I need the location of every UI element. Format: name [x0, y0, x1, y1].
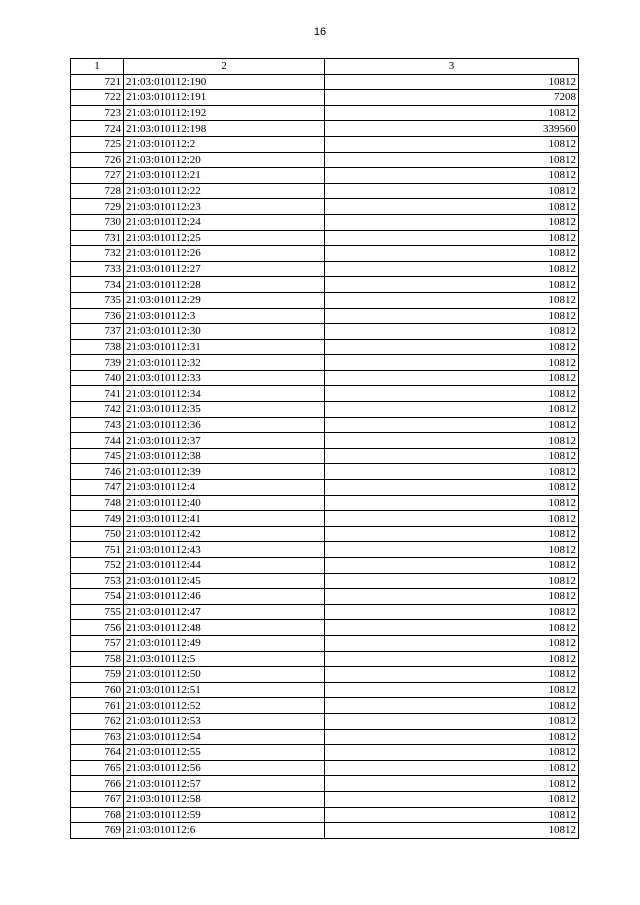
table-row — [71, 807, 579, 823]
row-number: 741 — [71, 386, 124, 402]
row-number: 731 — [71, 230, 124, 246]
cadastral-number: 21:03:010112:6 — [124, 823, 325, 839]
table-row — [71, 448, 579, 464]
row-value: 10812 — [325, 183, 579, 199]
cadastral-number: 21:03:010112:41 — [124, 511, 325, 527]
table-row — [71, 370, 579, 386]
cadastral-number: 21:03:010112:58 — [124, 791, 325, 807]
table-row — [71, 168, 579, 184]
row-number: 742 — [71, 402, 124, 418]
table-row — [71, 667, 579, 683]
table-row — [71, 464, 579, 480]
cadastral-number: 21:03:010112:26 — [124, 246, 325, 262]
row-value: 10812 — [325, 324, 579, 340]
cadastral-number: 21:03:010112:36 — [124, 417, 325, 433]
row-value: 10812 — [325, 698, 579, 714]
cadastral-number: 21:03:010112:31 — [124, 339, 325, 355]
cadastral-number: 21:03:010112:53 — [124, 713, 325, 729]
row-number: 769 — [71, 823, 124, 839]
row-value: 10812 — [325, 745, 579, 761]
row-number: 755 — [71, 604, 124, 620]
row-value: 10812 — [325, 620, 579, 636]
cadastral-number: 21:03:010112:198 — [124, 121, 325, 137]
table-row — [71, 745, 579, 761]
row-value: 10812 — [325, 526, 579, 542]
row-value: 10812 — [325, 136, 579, 152]
table-row — [71, 729, 579, 745]
cadastral-number: 21:03:010112:190 — [124, 74, 325, 90]
row-value: 10812 — [325, 246, 579, 262]
table-row — [71, 760, 579, 776]
cadastral-number: 21:03:010112:55 — [124, 745, 325, 761]
row-value: 10812 — [325, 433, 579, 449]
row-number: 746 — [71, 464, 124, 480]
table-row — [71, 682, 579, 698]
row-number: 738 — [71, 339, 124, 355]
table-row — [71, 105, 579, 121]
row-value: 10812 — [325, 214, 579, 230]
row-number: 766 — [71, 776, 124, 792]
row-number: 737 — [71, 324, 124, 340]
row-value: 10812 — [325, 448, 579, 464]
row-value: 10812 — [325, 791, 579, 807]
cadastral-number: 21:03:010112:29 — [124, 292, 325, 308]
cadastral-number: 21:03:010112:21 — [124, 168, 325, 184]
cadastral-number: 21:03:010112:34 — [124, 386, 325, 402]
row-value: 10812 — [325, 199, 579, 215]
row-value: 10812 — [325, 807, 579, 823]
cadastral-number: 21:03:010112:35 — [124, 402, 325, 418]
table-row — [71, 495, 579, 511]
cadastral-number: 21:03:010112:22 — [124, 183, 325, 199]
table-row — [71, 355, 579, 371]
table-row — [71, 791, 579, 807]
row-value: 10812 — [325, 589, 579, 605]
table-row — [71, 698, 579, 714]
cadastral-number: 21:03:010112:192 — [124, 105, 325, 121]
row-value: 10812 — [325, 635, 579, 651]
cadastral-number: 21:03:010112:50 — [124, 667, 325, 683]
column-header-2: 2 — [124, 59, 325, 75]
row-number: 758 — [71, 651, 124, 667]
table-row — [71, 199, 579, 215]
row-value: 339560 — [325, 121, 579, 137]
row-number: 740 — [71, 370, 124, 386]
table-row — [71, 324, 579, 340]
table-row — [71, 651, 579, 667]
cadastral-number: 21:03:010112:27 — [124, 261, 325, 277]
table-row — [71, 823, 579, 839]
row-value: 10812 — [325, 74, 579, 90]
row-value: 10812 — [325, 776, 579, 792]
table-row — [71, 74, 579, 90]
cadastral-number: 21:03:010112:32 — [124, 355, 325, 371]
row-value: 10812 — [325, 713, 579, 729]
table-row — [71, 511, 579, 527]
cadastral-number: 21:03:010112:48 — [124, 620, 325, 636]
row-number: 751 — [71, 542, 124, 558]
row-value: 10812 — [325, 152, 579, 168]
cadastral-number: 21:03:010112:47 — [124, 604, 325, 620]
row-number: 734 — [71, 277, 124, 293]
row-number: 750 — [71, 526, 124, 542]
row-number: 739 — [71, 355, 124, 371]
cadastral-number: 21:03:010112:191 — [124, 90, 325, 106]
row-value: 10812 — [325, 230, 579, 246]
table-row — [71, 604, 579, 620]
row-value: 10812 — [325, 168, 579, 184]
table-row — [71, 90, 579, 106]
row-number: 726 — [71, 152, 124, 168]
cadastral-number: 21:03:010112:33 — [124, 370, 325, 386]
table-row — [71, 292, 579, 308]
cadastral-number: 21:03:010112:30 — [124, 324, 325, 340]
row-value: 10812 — [325, 651, 579, 667]
row-number: 743 — [71, 417, 124, 433]
row-number: 744 — [71, 433, 124, 449]
table-row — [71, 277, 579, 293]
row-number: 759 — [71, 667, 124, 683]
row-value: 10812 — [325, 308, 579, 324]
row-number: 754 — [71, 589, 124, 605]
table-row — [71, 402, 579, 418]
row-number: 724 — [71, 121, 124, 137]
row-number: 753 — [71, 573, 124, 589]
cadastral-number: 21:03:010112:5 — [124, 651, 325, 667]
table-row — [71, 635, 579, 651]
row-number: 733 — [71, 261, 124, 277]
table-row — [71, 480, 579, 496]
row-number: 752 — [71, 558, 124, 574]
row-value: 10812 — [325, 355, 579, 371]
column-header-1: 1 — [71, 59, 124, 75]
cadastral-number: 21:03:010112:38 — [124, 448, 325, 464]
row-number: 723 — [71, 105, 124, 121]
row-value: 10812 — [325, 292, 579, 308]
row-number: 725 — [71, 136, 124, 152]
column-header-3: 3 — [325, 59, 579, 75]
row-value: 10812 — [325, 573, 579, 589]
row-value: 10812 — [325, 604, 579, 620]
row-value: 10812 — [325, 823, 579, 839]
row-number: 749 — [71, 511, 124, 527]
data-table — [70, 58, 579, 839]
row-value: 10812 — [325, 495, 579, 511]
row-value: 10812 — [325, 760, 579, 776]
row-value: 10812 — [325, 370, 579, 386]
row-value: 10812 — [325, 464, 579, 480]
row-number: 722 — [71, 90, 124, 106]
row-value: 10812 — [325, 105, 579, 121]
row-value: 7208 — [325, 90, 579, 106]
cadastral-number: 21:03:010112:23 — [124, 199, 325, 215]
cadastral-number: 21:03:010112:3 — [124, 308, 325, 324]
table-body — [71, 74, 579, 838]
table-row — [71, 776, 579, 792]
row-value: 10812 — [325, 277, 579, 293]
table-row — [71, 573, 579, 589]
row-number: 729 — [71, 199, 124, 215]
cadastral-number: 21:03:010112:57 — [124, 776, 325, 792]
cadastral-number: 21:03:010112:28 — [124, 277, 325, 293]
cadastral-number: 21:03:010112:39 — [124, 464, 325, 480]
table-row — [71, 620, 579, 636]
table-row — [71, 386, 579, 402]
row-value: 10812 — [325, 261, 579, 277]
row-number: 763 — [71, 729, 124, 745]
table-row — [71, 417, 579, 433]
row-number: 747 — [71, 480, 124, 496]
cadastral-number: 21:03:010112:46 — [124, 589, 325, 605]
row-value: 10812 — [325, 558, 579, 574]
cadastral-number: 21:03:010112:44 — [124, 558, 325, 574]
cadastral-number: 21:03:010112:40 — [124, 495, 325, 511]
cadastral-number: 21:03:010112:37 — [124, 433, 325, 449]
cadastral-number: 21:03:010112:59 — [124, 807, 325, 823]
table-row — [71, 542, 579, 558]
table-row — [71, 246, 579, 262]
table-row — [71, 121, 579, 137]
row-number: 762 — [71, 713, 124, 729]
table-row — [71, 261, 579, 277]
row-number: 756 — [71, 620, 124, 636]
row-value: 10812 — [325, 542, 579, 558]
table-row — [71, 183, 579, 199]
row-value: 10812 — [325, 339, 579, 355]
row-value: 10812 — [325, 682, 579, 698]
cadastral-number: 21:03:010112:56 — [124, 760, 325, 776]
table-row — [71, 589, 579, 605]
header-row — [71, 59, 579, 75]
table-row — [71, 136, 579, 152]
cadastral-number: 21:03:010112:52 — [124, 698, 325, 714]
page-number: 16 — [313, 26, 327, 38]
cadastral-number: 21:03:010112:25 — [124, 230, 325, 246]
row-number: 757 — [71, 635, 124, 651]
table-row — [71, 433, 579, 449]
cadastral-number: 21:03:010112:43 — [124, 542, 325, 558]
table-row — [71, 558, 579, 574]
row-value: 10812 — [325, 402, 579, 418]
cadastral-number: 21:03:010112:45 — [124, 573, 325, 589]
row-number: 767 — [71, 791, 124, 807]
row-number: 721 — [71, 74, 124, 90]
row-number: 765 — [71, 760, 124, 776]
row-number: 730 — [71, 214, 124, 230]
row-number: 748 — [71, 495, 124, 511]
table-row — [71, 230, 579, 246]
table-row — [71, 339, 579, 355]
cadastral-number: 21:03:010112:4 — [124, 480, 325, 496]
cadastral-number: 21:03:010112:2 — [124, 136, 325, 152]
row-number: 728 — [71, 183, 124, 199]
row-value: 10812 — [325, 480, 579, 496]
cadastral-number: 21:03:010112:20 — [124, 152, 325, 168]
row-value: 10812 — [325, 729, 579, 745]
cadastral-number: 21:03:010112:54 — [124, 729, 325, 745]
row-value: 10812 — [325, 667, 579, 683]
row-number: 745 — [71, 448, 124, 464]
table-row — [71, 152, 579, 168]
row-number: 764 — [71, 745, 124, 761]
cadastral-number: 21:03:010112:42 — [124, 526, 325, 542]
row-number: 735 — [71, 292, 124, 308]
row-number: 768 — [71, 807, 124, 823]
cadastral-number: 21:03:010112:24 — [124, 214, 325, 230]
cadastral-number: 21:03:010112:49 — [124, 635, 325, 651]
table-row — [71, 713, 579, 729]
row-number: 727 — [71, 168, 124, 184]
row-number: 736 — [71, 308, 124, 324]
cadastral-number: 21:03:010112:51 — [124, 682, 325, 698]
table-row — [71, 308, 579, 324]
table-row — [71, 214, 579, 230]
row-value: 10812 — [325, 386, 579, 402]
row-value: 10812 — [325, 417, 579, 433]
row-value: 10812 — [325, 511, 579, 527]
row-number: 760 — [71, 682, 124, 698]
table-row — [71, 526, 579, 542]
row-number: 732 — [71, 246, 124, 262]
row-number: 761 — [71, 698, 124, 714]
